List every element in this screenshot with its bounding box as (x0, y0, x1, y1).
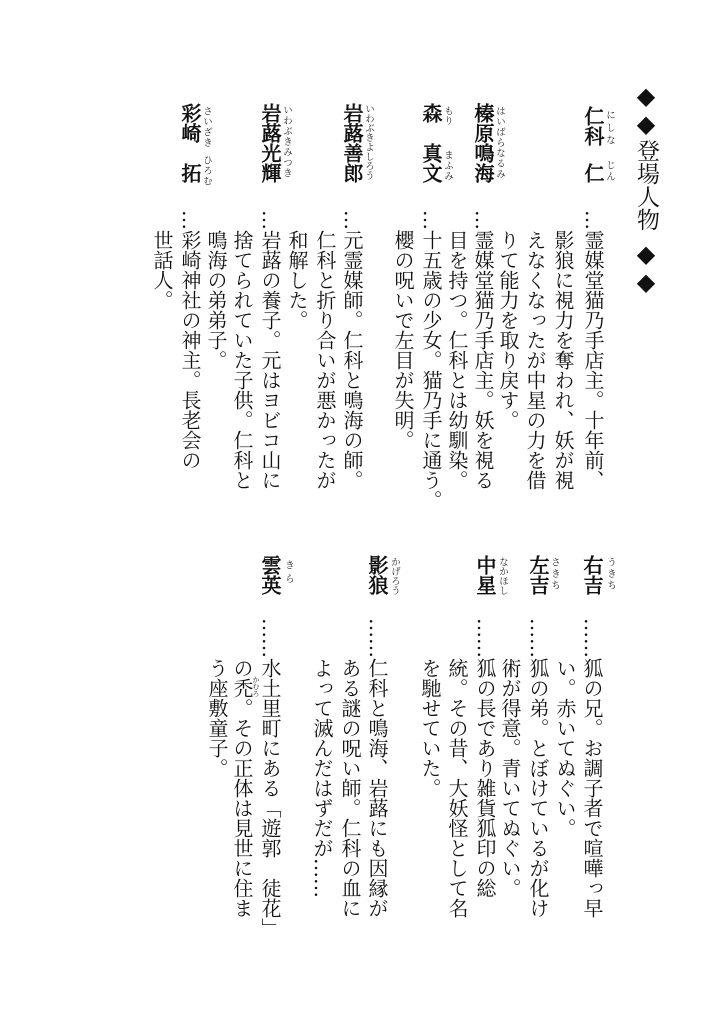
description-line: …十五歳の少女。猫乃手に通う。 (419, 210, 443, 510)
description-line: よって滅んだはずだが…… (310, 658, 334, 898)
character-name: 岩蕗光輝 (258, 103, 282, 183)
ruby: にしな (604, 110, 615, 148)
description-line: 影狼に視力を奪われ、妖が視 (551, 230, 575, 490)
description-line: 鳴海の弟弟子。 (204, 230, 228, 370)
description-line: う座敷童子。 (205, 658, 229, 778)
description-line: 櫻の呪いで左目が失明。 (391, 230, 415, 450)
ruby: ひろむ (201, 155, 212, 187)
character-name-family: 仁科 (581, 106, 605, 146)
ruby: もり (442, 106, 453, 125)
character-name-given: 拓 (178, 163, 202, 183)
description-line: ……水土里町にある「遊郭 徒花」 (258, 618, 282, 938)
description-line: …元霊媒師。仁科と鳴海の師。 (340, 210, 364, 490)
character-name: 左吉 (526, 555, 550, 595)
character-name: 中星 (473, 555, 497, 595)
description-line: の禿。その正体は見世に住ま (230, 658, 254, 918)
description-line: 統。その昔、大妖怪として名 (445, 658, 469, 918)
description-line: りて能力を取り戻す。 (496, 230, 520, 430)
description-line: 仁科と折り合いが悪かったが (313, 230, 337, 490)
description-line: を馳せていた。 (418, 658, 442, 798)
ruby: さいざき (201, 106, 212, 148)
ruby: じん (604, 160, 615, 183)
ruby: いわぶきよしろう (363, 104, 374, 180)
description-line: 術が得意。青いてぬぐい。 (498, 658, 522, 898)
description-line: 捨てられていた子供。仁科と (230, 230, 254, 490)
ruby: うきち (605, 557, 616, 592)
character-name: 右吉 (580, 555, 604, 595)
description-line: …霊媒堂猫乃手店主。十年前、 (581, 210, 605, 490)
description-line: い。赤いてぬぐい。 (553, 658, 577, 838)
description-line: …岩蕗の養子。元はヨビコ山に (258, 210, 282, 490)
character-name-given: 仁 (581, 163, 605, 183)
character-name: 榛原鳴海 (471, 103, 495, 183)
character-name: 岩蕗善郎 (340, 103, 364, 183)
ruby: いわぶきみつき (281, 105, 292, 179)
description-line: ……仁科と鳴海、岩蕗にも因縁が (365, 618, 389, 918)
character-name: 雲英 (258, 555, 282, 595)
description-line: ……狐の兄。お調子者で喧嘩っ早 (580, 618, 604, 918)
description-line: ……狐の長であり雑貨狐印の総 (473, 618, 497, 898)
ruby: まふみ (442, 150, 453, 182)
description-line: 世話人。 (150, 230, 174, 310)
ruby: はいばらなるみ (494, 106, 505, 180)
character-name-family: 森 (419, 103, 443, 123)
description-line: …霊媒堂猫乃手店主。妖を視る (471, 210, 495, 490)
description-line: …彩崎神社の神主。長老会の (178, 210, 202, 470)
description-line: 目を持つ。仁科とは幼馴染。 (445, 230, 469, 490)
description-line: 和解した。 (285, 230, 309, 330)
ruby: きら (283, 560, 294, 587)
description-line: ある謎の呪い師。仁科の血に (338, 658, 362, 918)
title-diamonds-bottom: ◆◆ (632, 240, 660, 296)
title-diamonds-top: ◆◆ (632, 82, 660, 138)
character-name-family: 彩崎 (178, 103, 202, 143)
ruby: さきち (549, 557, 560, 592)
ruby: かげろう (389, 557, 400, 595)
description-line: えなくなったが中星の力を借 (523, 230, 547, 490)
description-line: ……狐の弟。とぼけているが化け (526, 618, 550, 918)
character-name-given: 真文 (419, 143, 443, 183)
ruby: なかほし (497, 557, 508, 595)
character-name: 影狼 (365, 555, 389, 595)
inline-ruby: かむろ (252, 676, 260, 697)
page-title: 登場人物 (633, 139, 659, 231)
